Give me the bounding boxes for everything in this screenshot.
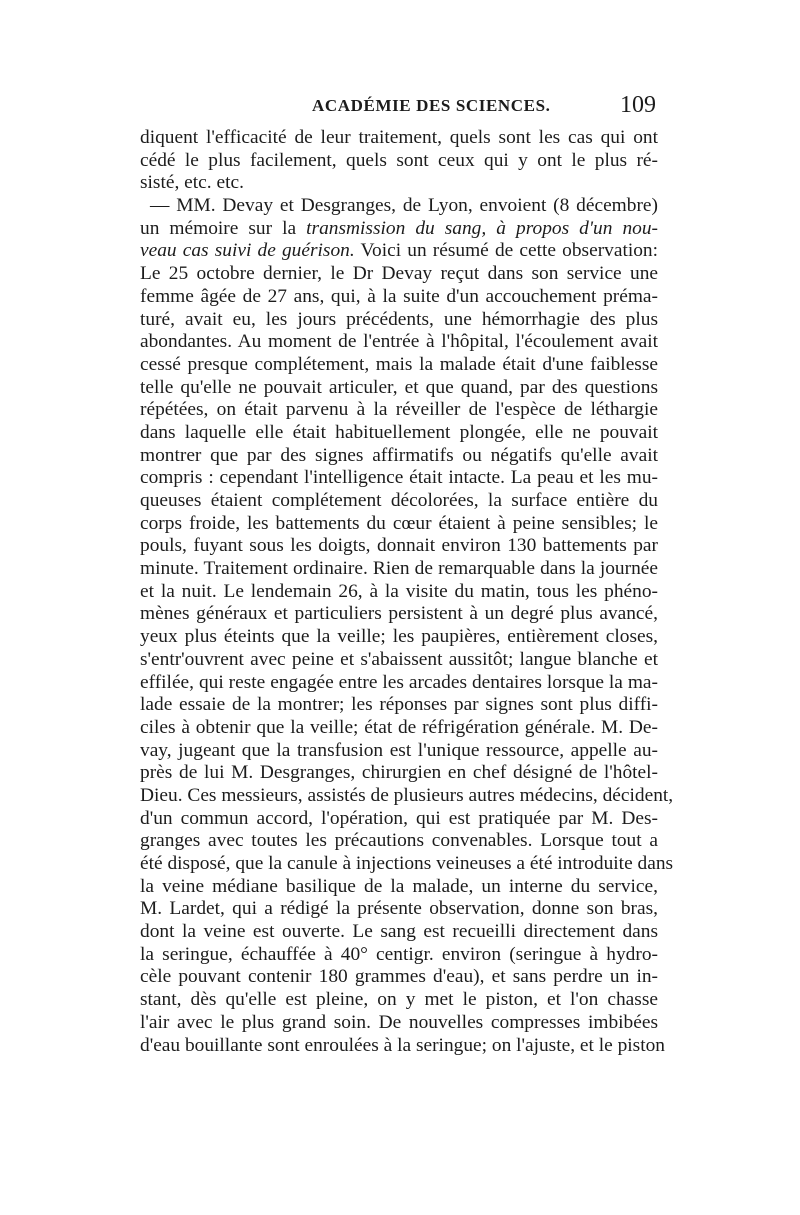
text-line: montrer que par des signes affirmatifs ou négatifs qu'elle avait: [140, 444, 658, 466]
running-title: ACADÉMIE DES SCIENCES.: [312, 96, 551, 115]
text-line: été disposé, que la canule à injections veineuses a été introduite dans: [140, 853, 674, 874]
text-line: mènes généraux et particuliers persistent à un degré plus avancé,: [140, 603, 658, 625]
text-fragment: Voici un résumé de cette observation:: [354, 240, 659, 262]
text-line: ciles à obtenir que la veille; état de réfrigération générale. M. De-: [140, 716, 658, 738]
text-line: yeux plus éteints que la veille; les paupières, entièrement closes,: [140, 626, 658, 648]
text-line: cessé presque complétement, mais la malade était d'une faiblesse: [140, 353, 658, 375]
text-line: lade essaie de la montrer; les réponses par signes sont plus diffi-: [140, 694, 658, 716]
text-line: diquent l'efficacité de leur traitement, quels sont les cas qui ont: [140, 127, 658, 148]
text-line: près de lui M. Desgranges, chirurgien en chef désigné de l'hôtel-: [140, 762, 658, 784]
text-fragment: un mémoire sur la: [140, 217, 297, 239]
text-line: répétées, on était parvenu à la réveiller de l'espèce de léthargie: [140, 399, 658, 421]
text-line: d'un commun accord, l'opération, qui est pratiquée par M. Des-: [140, 807, 658, 829]
text-line: corps froide, les battements du cœur étaient à peine sensibles; le: [140, 512, 658, 534]
text-line: telle qu'elle ne pouvait articuler, et que quand, par des questions: [140, 376, 658, 398]
text-line: d'eau bouillante sont enroulées à la seringue; on l'ajuste, et le piston: [140, 1034, 666, 1056]
text-line-with-italic: [140, 240, 658, 263]
text-line: s'entr'ouvrent avec peine et s'abaissent aussitôt; langue blanche et: [140, 648, 658, 670]
text-line: l'air avec le plus grand soin. De nouvelles compresses imbibées: [140, 1011, 658, 1033]
text-line: M. Lardet, qui a rédigé la présente observation, donne son bras,: [140, 898, 658, 920]
text-line: la veine médiane basilique de la malade, un interne du service,: [140, 875, 658, 897]
text-line-with-italic: [140, 218, 658, 241]
text-line: — MM. Devay et Desgranges, de Lyon, envoient (8 décembre): [150, 195, 658, 217]
text-line: pouls, fuyant sous les doigts, donnait environ 130 battements par: [140, 535, 658, 557]
text-line: cédé le plus facilement, quels sont ceux qui y ont le plus ré-: [140, 149, 658, 171]
page-header: [140, 94, 658, 124]
text-line: abondantes. Au moment de l'entrée à l'hôpital, l'écoulement avait: [140, 331, 658, 353]
body-text: [140, 127, 674, 1057]
text-line: dont la veine est ouverte. Le sang est recueilli directement dans: [140, 921, 658, 943]
text-line: dans laquelle elle était habituellement plongée, elle ne pouvait: [140, 421, 658, 443]
text-line: turé, avait eu, les jours précédents, une hémorrhagie des plus: [140, 308, 658, 330]
text-line: femme âgée de 27 ans, qui, à la suite d'un accouchement préma-: [140, 285, 658, 307]
italic-title: transmission du sang, à propos d'un nou-: [306, 217, 658, 239]
text-line: sisté, etc. etc.: [140, 172, 244, 194]
text-line: effilée, qui reste engagée entre les arcades dentaires lorsque la ma-: [140, 671, 658, 693]
text-line: cèle pouvant contenir 180 grammes d'eau), et sans perdre un in-: [140, 966, 658, 988]
text-line: queuses étaient complétement décolorées, la surface entière du: [140, 490, 658, 511]
text-line: minute. Traitement ordinaire. Rien de remarquable dans la journée: [140, 558, 658, 580]
text-line: vay, jugeant que la transfusion est l'unique ressource, appelle au-: [140, 739, 658, 761]
text-line: et la nuit. Le lendemain 26, à la visite du matin, tous les phéno-: [140, 580, 658, 602]
italic-title-end: veau cas suivi de guérison.: [140, 240, 355, 262]
text-line: la seringue, échauffée à 40° centigr. environ (seringue à hydro-: [140, 943, 658, 965]
text-line: compris : cependant l'intelligence était intacte. La peau et les mu-: [140, 467, 658, 489]
text-line: stant, dès qu'elle est pleine, on y met le piston, et l'on chasse: [140, 989, 658, 1011]
page-number: 109: [620, 92, 656, 118]
text-line: granges avec toutes les précautions convenables. Lorsque tout a: [140, 830, 658, 852]
text-line: Le 25 octobre dernier, le Dr Devay reçut dans son service une: [140, 263, 658, 285]
text-line: Dieu. Ces messieurs, assistés de plusieurs autres médecins, décident,: [140, 784, 674, 806]
